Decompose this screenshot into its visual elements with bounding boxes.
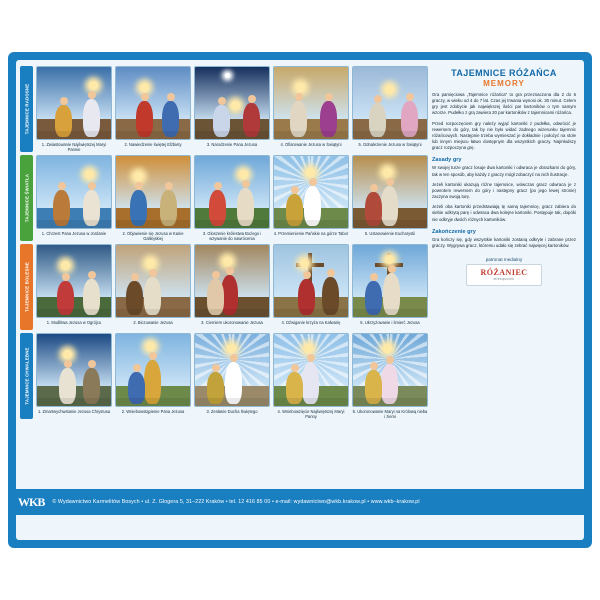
memory-card[interactable] — [36, 333, 112, 419]
memory-card[interactable] — [194, 244, 270, 330]
page-title: TAJEMNICE RÓŻAŃCA — [451, 68, 557, 78]
card-illustration — [194, 66, 270, 140]
memory-card[interactable] — [36, 155, 112, 241]
group-tab — [20, 244, 33, 330]
memory-card[interactable] — [273, 333, 349, 419]
memory-card[interactable] — [273, 66, 349, 152]
card-caption: 1. Chrzest Pana Jezusa w Jordanie — [41, 231, 107, 236]
card-illustration — [36, 333, 112, 407]
card-caption: 1. Modlitwa Jezusa w Ogrójcu — [46, 320, 102, 325]
card-illustration — [352, 66, 428, 140]
rozaniec-logo-name: RÓŻANIEC — [480, 268, 528, 278]
card-caption: 3. Narodzenie Pana Jezusa — [206, 142, 258, 147]
card-illustration — [352, 333, 428, 407]
card-caption: 3. Zesłanie Ducha Świętego — [206, 409, 258, 414]
rules-paragraph-1: W swojej turze gracz losuje dwa kartoniki i odwraca je obrazkami do góry, tak w ten sposób, aby każdy z graczy mógł zobaczyć na nich ilustracje. — [432, 165, 576, 177]
footer-bar — [8, 489, 592, 515]
rozaniec-logo-tagline: miesięcznik — [493, 277, 515, 282]
memory-card[interactable] — [194, 333, 270, 419]
card-illustration — [194, 155, 270, 229]
memory-card[interactable] — [352, 244, 428, 330]
rules-paragraph-2: Jeżeli kartoniki ukazują różne tajemnice, wówczas gracz odwraca je z powrotem rewersem do góry i następny gracz (po jego lewej stronie) zaczyna swoją turę. — [432, 181, 576, 200]
card-illustration — [273, 66, 349, 140]
card-caption: 4. Przemienienie Pańskie na górze Tabor — [273, 231, 349, 236]
card-caption: 2. Wniebowstąpienie Pana Jezusa — [121, 409, 185, 414]
card-caption: 1. Zwiastowanie Najświętszej Maryi Pannie — [41, 142, 107, 152]
card-caption: 4. Ofiarowanie Jezusa w Świątyni — [280, 142, 342, 147]
mystery-group — [20, 155, 424, 241]
group-tab — [20, 155, 33, 241]
memory-card[interactable] — [115, 244, 191, 330]
card-caption: 5. Odnalezienie Jezusa w Świątyni — [358, 142, 422, 147]
end-paragraph-1: Gra kończy się, gdy wszystkie kartoniki zostaną odkryte i zabrane przez graczy. Wygrywa gracz, któremu udało się zebrać najwięcej kartoników. — [432, 236, 576, 248]
card-illustration — [352, 155, 428, 229]
memory-card[interactable] — [36, 244, 112, 330]
end-heading: Zakończenie gry — [432, 228, 476, 235]
cards-area — [16, 60, 428, 540]
memory-card[interactable] — [273, 155, 349, 241]
group-tab-label: TAJEMNICE RADOSNE — [24, 83, 29, 135]
memory-card[interactable] — [352, 333, 428, 419]
group-cards — [36, 66, 428, 152]
page-subtitle: MEMORY — [483, 79, 525, 88]
intro-paragraph-2: Przed rozpoczęciem gry należy wyjąć kartoniki z pudełka, odwrócić je rewersem do góry, tak by nie było widać żadnego wizerunku tajemnic różańcowych. Następnie trzeba wymieszać je dokładnie i położyć na stole lub innym miejscu łatwo dostępnym dla wszystkich graczy. Najmłodszy gracz rozpoczyna grę. — [432, 120, 576, 151]
memory-card[interactable] — [194, 66, 270, 152]
group-tab-label: TAJEMNICE ŚWIATŁA — [24, 173, 29, 223]
card-illustration — [194, 333, 270, 407]
group-cards — [36, 244, 428, 330]
memory-card[interactable] — [115, 333, 191, 419]
card-illustration — [273, 333, 349, 407]
group-tab — [20, 66, 33, 152]
group-tab-label: TAJEMNICE CHWALEBNE — [24, 347, 29, 405]
poster-frame — [8, 52, 592, 548]
card-illustration — [36, 244, 112, 318]
card-illustration — [36, 155, 112, 229]
patron-label: patronat medialny — [485, 256, 523, 262]
publisher-logo: WKB — [18, 494, 45, 509]
mystery-group — [20, 244, 424, 330]
card-illustration — [115, 66, 191, 140]
intro-paragraph-1: Gra pamięciowa „Tajemnice różańca" to gra przeznaczona dla 2 do 6 graczy, w wieku od 4 do 7 lat. Czas jej trwania wynosi ok. 30 minut. Celem gry jest zdobycie jak największej ilości par kartoników o tym samym wzorze. Pudełko z grą zawiera 20 par kartoników z tajemnicami różańca. — [432, 92, 576, 116]
memory-card[interactable] — [194, 155, 270, 241]
card-illustration — [273, 244, 349, 318]
instructions-column — [428, 60, 584, 540]
rules-heading: Zasady gry — [432, 157, 462, 164]
poster-inner — [16, 60, 584, 540]
memory-card[interactable] — [273, 244, 349, 330]
memory-card[interactable] — [36, 66, 112, 152]
memory-card[interactable] — [352, 155, 428, 241]
card-illustration — [115, 244, 191, 318]
card-caption: 5. Ukrzyżowanie i śmierć Jezusa — [360, 320, 420, 325]
card-caption: 2. Biczowanie Jezusa — [133, 320, 173, 325]
card-caption: 2. Nawiedzenie świętej Elżbiety — [124, 142, 182, 147]
group-cards — [36, 333, 428, 419]
memory-card[interactable] — [115, 66, 191, 152]
mystery-group — [20, 66, 424, 152]
card-caption: 3. Głoszenie królestwa Bożego i wzywanie do nawrócenia — [202, 231, 262, 241]
card-caption: 5. Ukoronowanie Maryi na Królową nieba i ziemi — [352, 409, 428, 419]
card-illustration — [352, 244, 428, 318]
card-illustration — [194, 244, 270, 318]
card-caption: 1. Zmartwychwstanie Jezusa Chrystusa — [37, 409, 111, 414]
rozaniec-logo — [466, 264, 542, 286]
card-caption: 3. Cierniem ukoronowanie Jezusa — [201, 320, 263, 325]
card-caption: 4. Wniebowzięcie Najświętszej Maryi Panny — [277, 409, 345, 419]
memory-card[interactable] — [352, 66, 428, 152]
card-caption: 2. Objawienie się Jezusa w Kanie Galilejskiej — [122, 231, 184, 241]
group-tab — [20, 333, 33, 419]
card-caption: 5. Ustanowienie Eucharystii — [364, 231, 416, 236]
card-illustration — [36, 66, 112, 140]
mystery-group — [20, 333, 428, 419]
card-caption: 4. Dźwiganie krzyża na Kalwarię — [281, 320, 341, 325]
card-illustration — [115, 333, 191, 407]
group-cards — [36, 155, 428, 241]
card-illustration — [115, 155, 191, 229]
group-tab-label: TAJEMNICE BOLESNE — [24, 262, 29, 312]
rules-paragraph-3: Jeżeli oba kartoniki przedstawiają tę samą tajemnicę, gracz zabiera do siebie odkrytą parę i odwraca dwa kolejne kartoniki. Postępuje tak, dopóki nie odkryje dwóch różnych kartoników. — [432, 204, 576, 222]
memory-card[interactable] — [115, 155, 191, 241]
card-illustration — [273, 155, 349, 229]
footer-text: © Wydawnictwo Karmelitów Bosych • ul. Z. Glogera 5, 31–222 Kraków • tel. 12 416 85 00 • e-mail: wydawnictwo@wkb.krakow.pl • www.wkb–krakow.pl — [52, 499, 420, 505]
